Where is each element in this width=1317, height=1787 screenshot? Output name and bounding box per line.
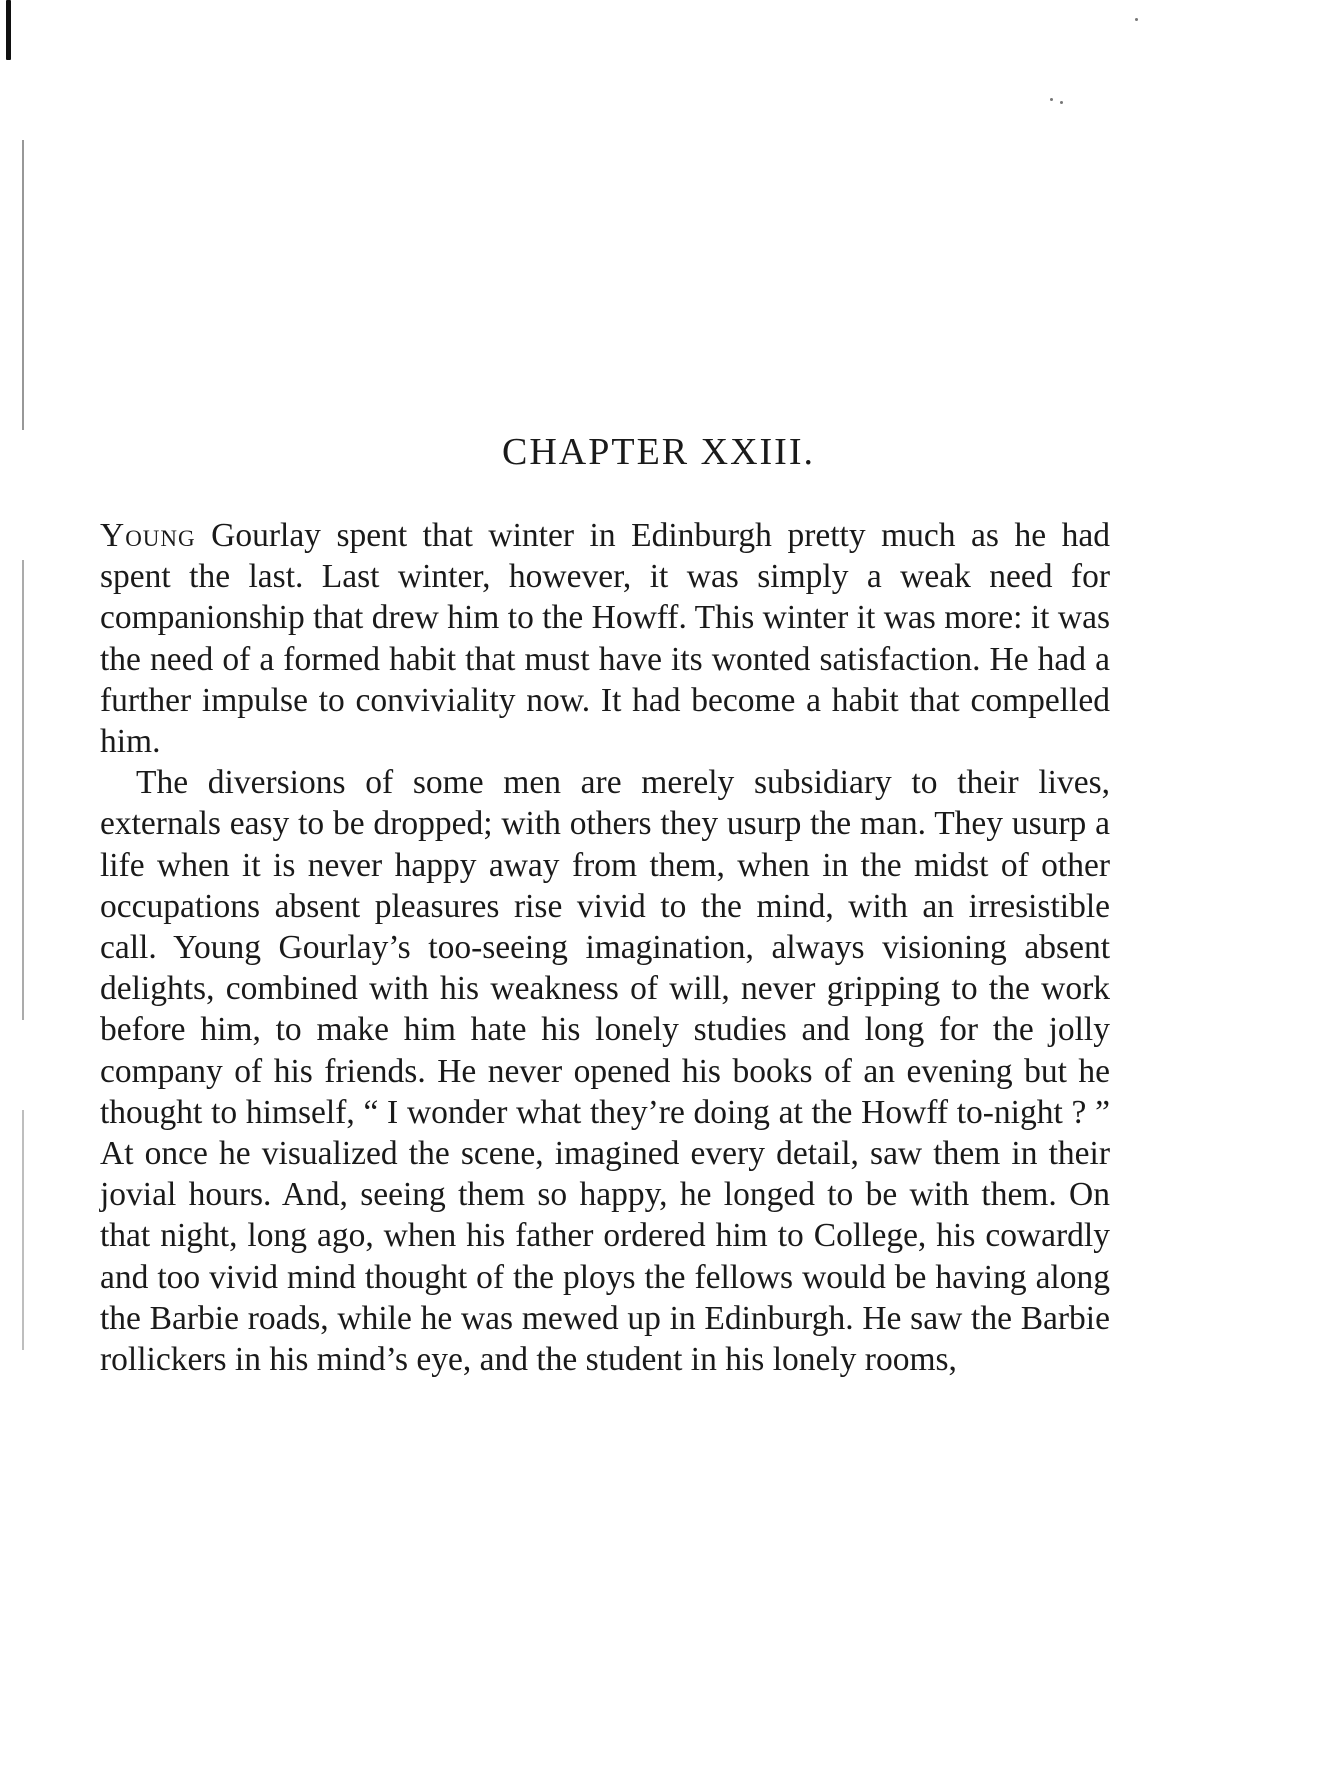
paragraph-text: The diversions of some men are merely subsidiary to their lives, externals easy to be dropped; with others they usurp the man. They usurp a life when it is never happy away from them, when in the midst of other occupations absent pleasures rise vivid to the mind, with an irresistible call. Young Gourlay’s too-seeing imagination, always visioning absent delights, combined with his weakness of will, never gripping to the work before him, to make him hate his lonely studies and long for the jolly company of his friends. He never opened his books of an evening but he thought to himself, “ I wonder what they’re doing at the Howff to-night ? ” At once he visualized the scene, imagined every detail, saw them in their jovial hours. And, seeing them so happy, he longed to be with them. On that night, long ago, when his father ordered him to College, his cowardly and too vivid mind thought of the ploys the fellows would be having along the Barbie roads, while he was mewed up in Edinburgh. He saw the Barbie rollickers in his mind’s eye, and the student in his lonely rooms, (100, 764, 1110, 1379)
binding-shadow (22, 560, 24, 1020)
chapter-body (100, 515, 1110, 1380)
paragraph (100, 515, 1110, 762)
binding-shadow (22, 140, 24, 430)
scan-speck (1050, 98, 1053, 101)
paragraph-text: Gourlay spent that winter in Edinburgh pretty much as he had spent the last. Last winter, however, it was simply a weak need for companionship that drew him to the Howff. This winter it was more: it was the need of a formed habit that must have its wonted satisfaction. He had a further impulse to conviviality now. It had become a habit that compelled him. (100, 517, 1110, 761)
scan-edge-mark (6, 0, 11, 60)
binding-shadow (22, 1110, 24, 1350)
paragraph-lead: Young (100, 517, 196, 554)
chapter-title: CHAPTER XXIII. (502, 431, 815, 473)
scan-speck (1060, 101, 1063, 104)
paragraph (100, 762, 1110, 1380)
scan-speck (1135, 18, 1138, 21)
